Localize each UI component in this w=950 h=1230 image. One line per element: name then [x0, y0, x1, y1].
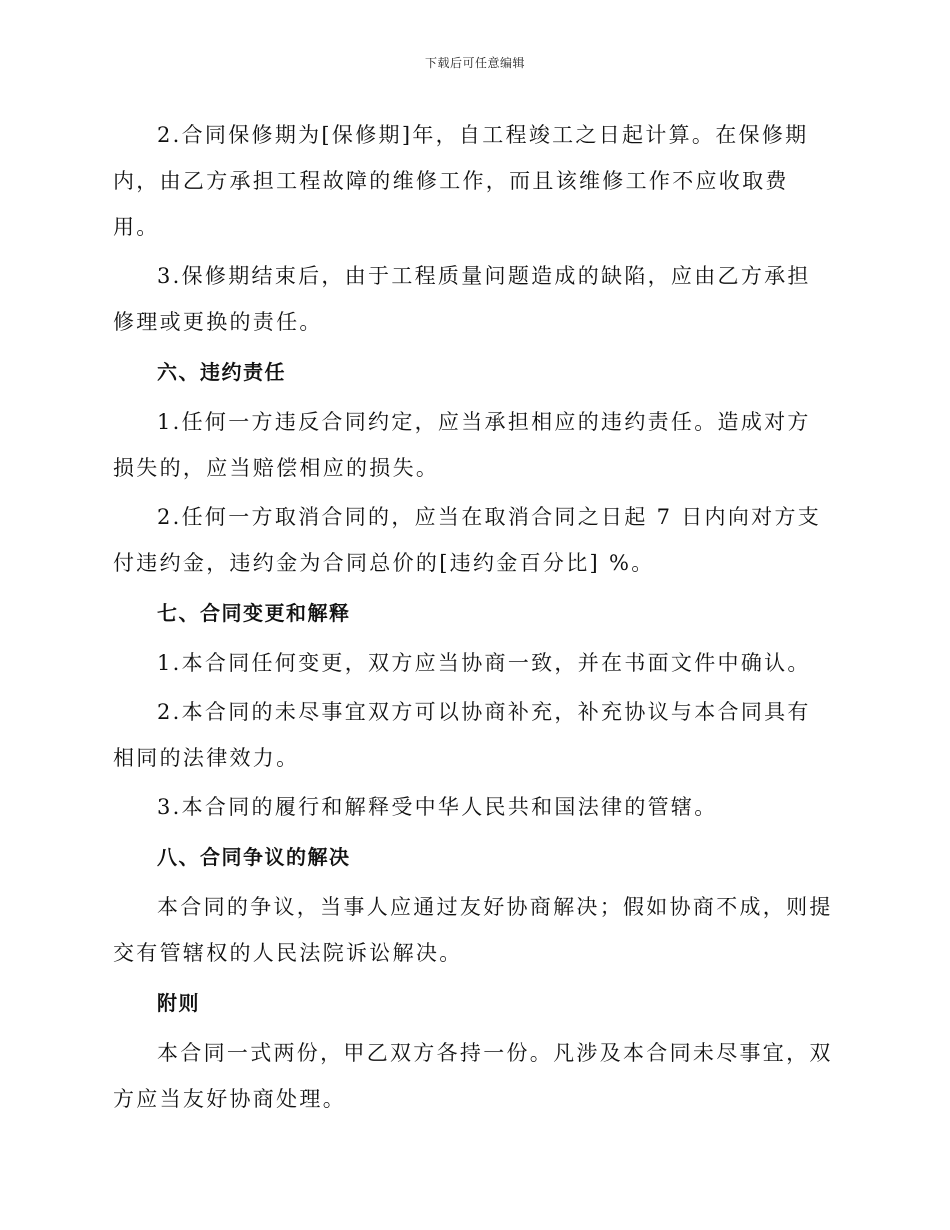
paragraph-breach-2: 2.任何一方取消合同的，应当在取消合同之日起 7 日内向对方支付违约金，违约金为合同总价的[违约金百分比] %。: [113, 505, 822, 575]
paragraph-supplementary-1: 本合同一式两份，甲乙双方各持一份。凡涉及本合同未尽事宜，双方应当友好协商处理。: [113, 1041, 833, 1111]
paragraph-warranty-end: 3.保修期结束后，由于工程质量问题造成的缺陷，应由乙方承担修理或更换的责任。: [113, 264, 811, 334]
header-note: 下载后可任意编辑: [424, 56, 525, 70]
paragraph-change-2: 2.本合同的未尽事宜双方可以协商补充，补充协议与本合同具有相同的法律效力。: [113, 700, 811, 770]
paragraph-dispute-1: 本合同的争议，当事人应通过友好协商解决；假如协商不成，则提交有管辖权的人民法院诉讼解决。: [113, 895, 833, 965]
paragraph-change-3: 3.本合同的履行和解释受中华人民共和国法律的管辖。: [157, 795, 718, 819]
heading-contract-change: 七、合同变更和解释: [157, 601, 351, 625]
paragraph-change-1: 1.本合同任何变更，双方应当协商一致，并在书面文件中确认。: [157, 651, 811, 675]
heading-supplementary: 附则: [157, 991, 200, 1015]
heading-dispute-resolution: 八、合同争议的解决: [157, 845, 351, 869]
paragraph-warranty-period: 2.合同保修期为[保修期]年，自工程竣工之日起计算。在保修期内，由乙方承担工程故障的维修工作，而且该维修工作不应收取费用。: [113, 123, 809, 239]
heading-breach-liability: 六、违约责任: [157, 360, 286, 384]
document-body: [113, 112, 833, 1125]
paragraph-breach-1: 1.任何一方违反合同约定，应当承担相应的违约责任。造成对方损失的，应当赔偿相应的损失。: [113, 410, 811, 480]
